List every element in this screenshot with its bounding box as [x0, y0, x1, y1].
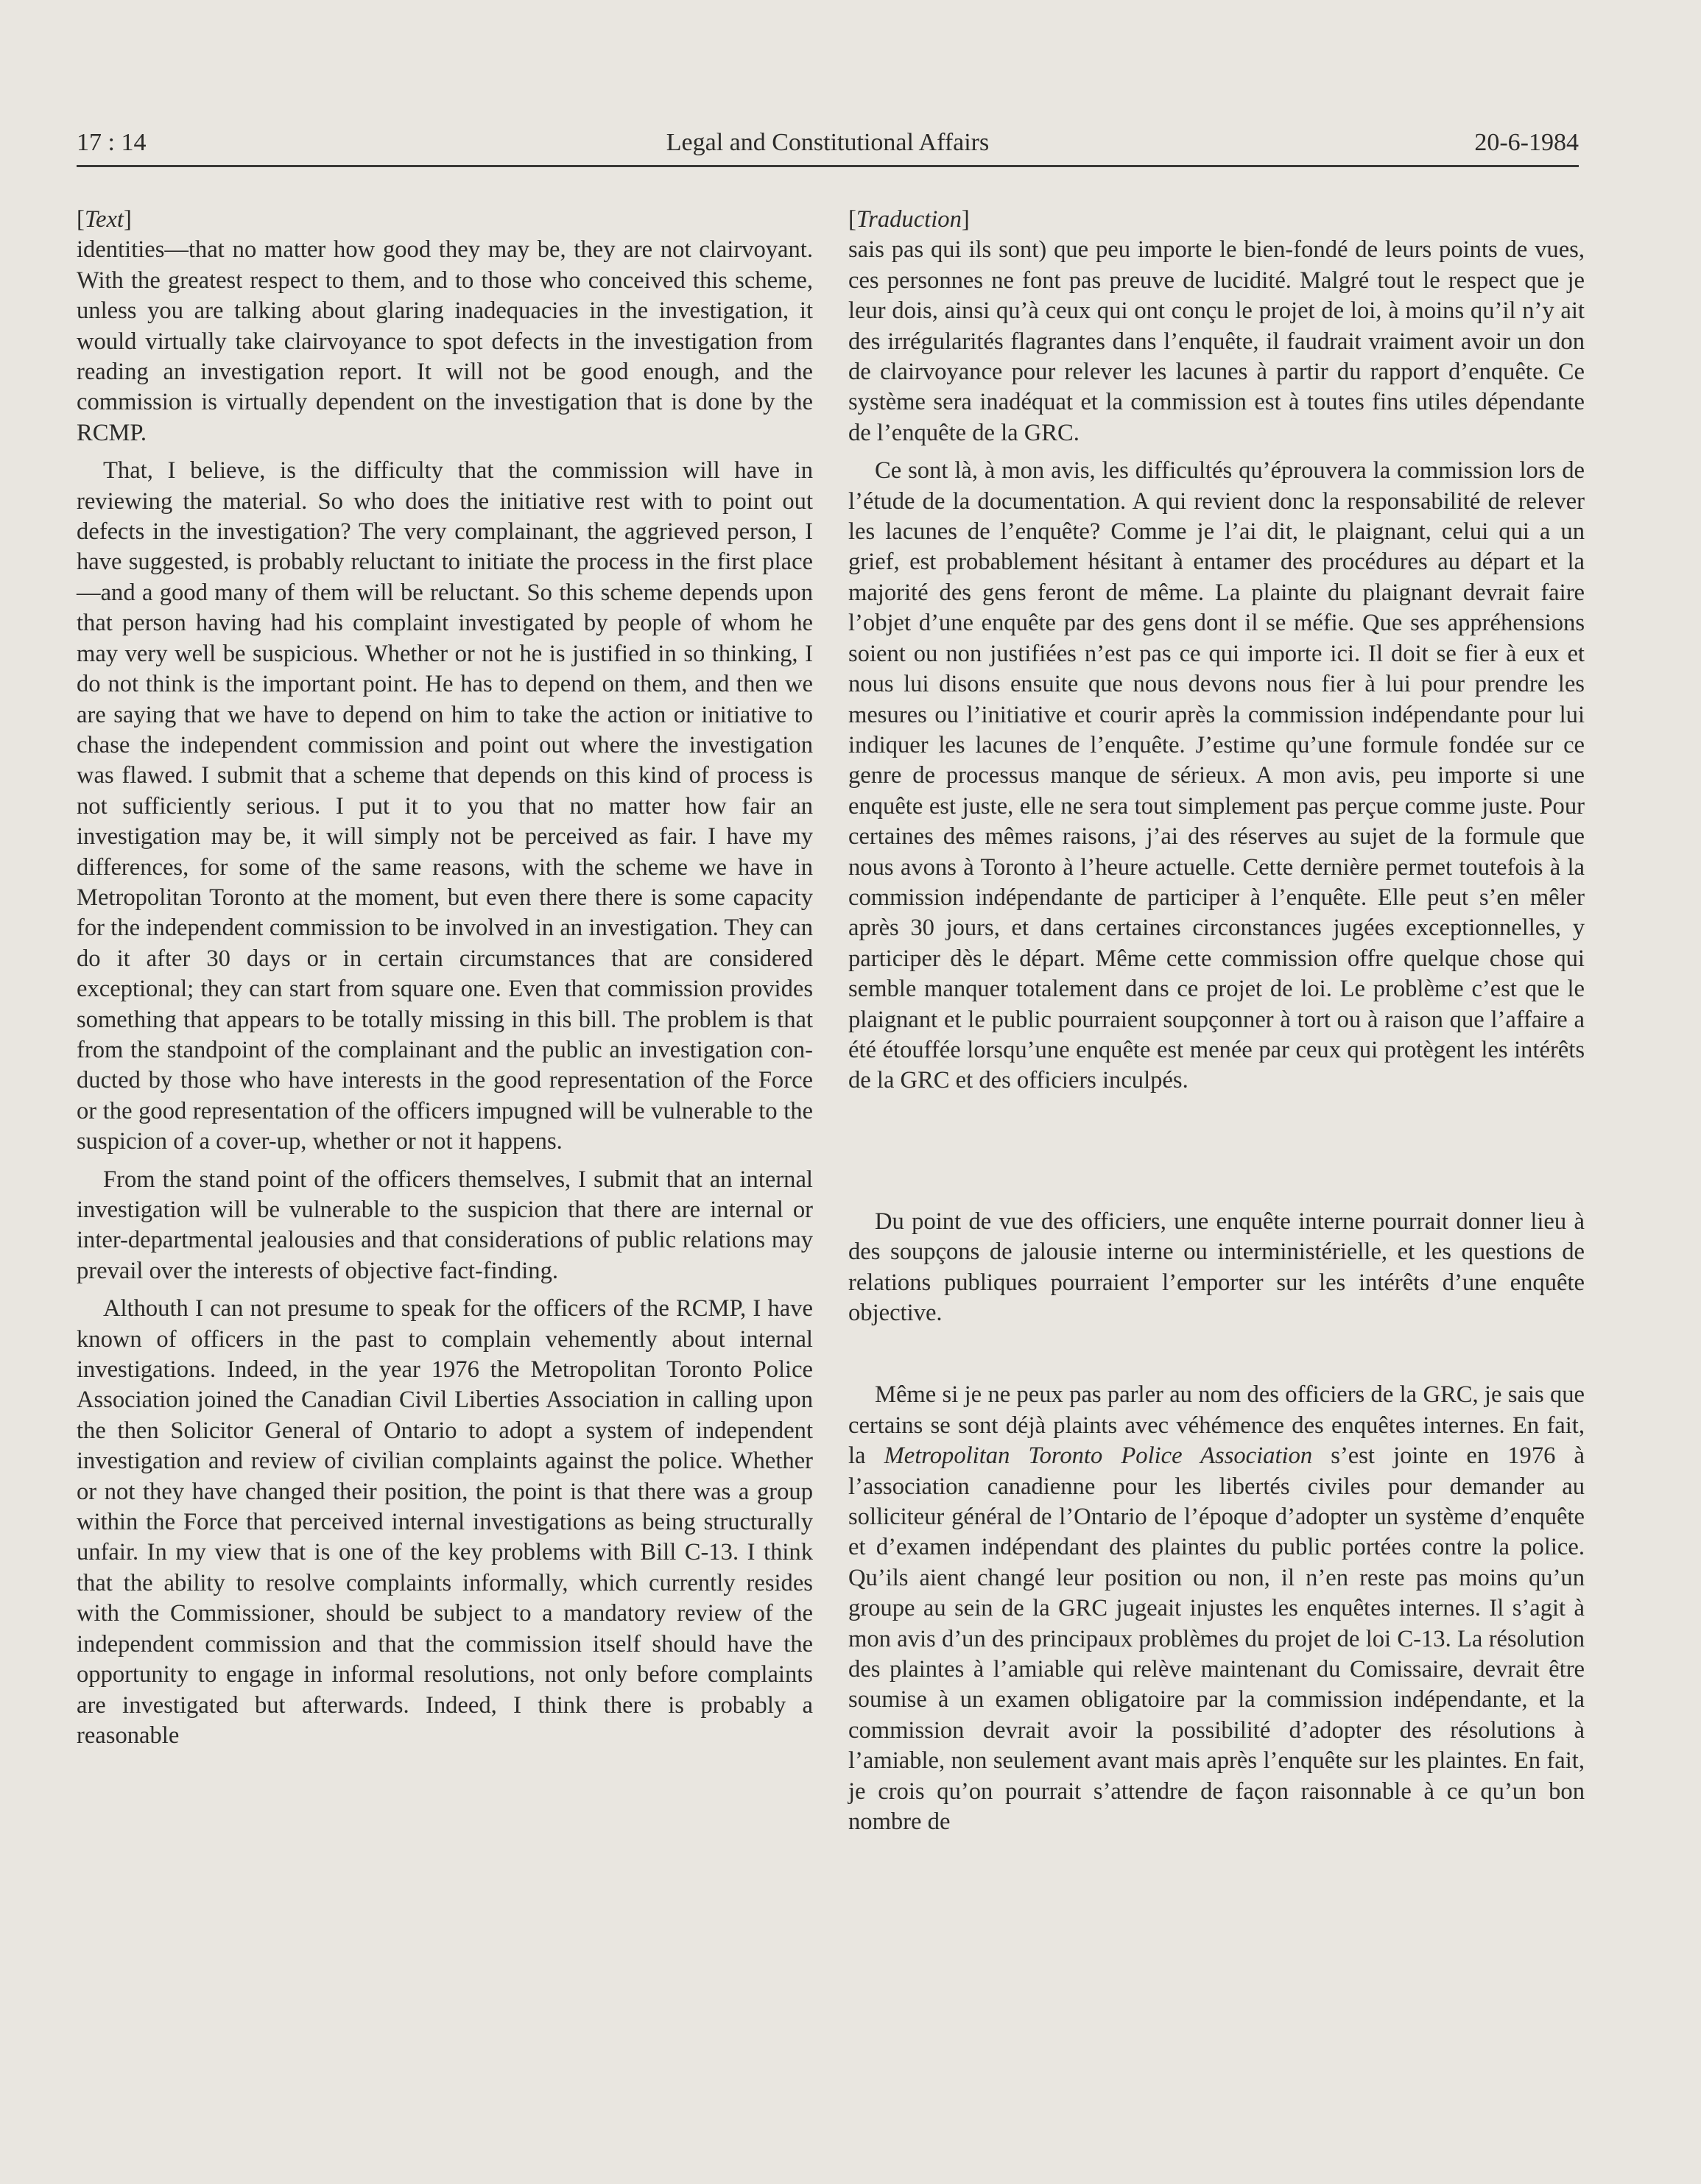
paragraph: That, I believe, is the difficulty that the commission will have in reviewing the material. So who does the initiative rest with to point out defects in the investigation? The very complainant, the aggrieved person, I have suggested, is probably reluctant to initiate the process in the first place—and a good many of them will be reluctant. So this scheme depends upon that person having had his complaint investigated by people of whom he may very well be suspicious. Whether or not he is justified in so thinking, I do not think is the important point. He has to depend on them, and then we are saying that we have to depend on him to take the action or initiative to chase the independent commission and point out where the investigation was flawed. I submit that a scheme that depends on this kind of process is not sufficiently serious. I put it to you that no matter how fair an investigation may be, it will simply not be perceived as fair. I have my differences, for some of the same reasons, with the scheme we have in Metropolitan Toronto at the moment, but even there there is some capacity for the independent commission to be involved in an investigation. They can do it after 30 days or in certain circumstances that are considered exceptional; they can start from square one. Even that commission provides something that appears to be totally missing in this bill. The problem is that from the standpoint of the complainant and the public an investigation conducted by those who have interests in the good representation of the Force or the good representation of the officers impugned will be vulnerable to the suspicion of a cover-up, whether or not it happens.: [77, 457, 813, 1155]
paragraph: From the stand point of the officers themselves, I submit that an internal investigation will be vulnerable to the suspicion that there are internal or inter-departmental jealousies and that considerations of public relations may prevail over the interests of objective fact-finding.: [77, 1166, 813, 1284]
english-column: [77, 205, 813, 1751]
column-label-text: Traduction: [856, 206, 962, 233]
paragraph: Ce sont là, à mon avis, les difficultés qu’éprouvera la commission lors de l’étude de la documentation. A qui revient donc la responsabilité de relever les lacunes de l’enquête? Comme je l’ai dit, le plaignant, celui qui a un grief, est probablement hésitant à entamer des procédures au départ et la majorité des gens feront de même. La plainte du plaignant devrait faire l’objet d’une enquête par des gens dont il se méfie. Que ses appréhensions soient ou non justifiées n’est pas ce qui importe ici. Il doit se fier à eux et nous lui disons ensuite que nous devons nous fier à lui pour prendre les mesures ou l’initiative et courir après la commission indépendante pour lui indiquer les lacunes de l’enquête. J’estime qu’une formule fondée sur ce genre de processus manque de sérieux. A mon avis, peu importe si une enquête est juste, elle ne sera tout simplement pas perçue comme juste. Pour certaines des mêmes raisons, j’ai des réserves au sujet de la formule que nous avons à Toronto à l’heure actuelle. Cette dernière permet toutefois à la commission indépendante de participer à l’enquête. Elle peut s’en mêler après 30 jours, et dans certaines circonstances jugées exceptionnelles, y participer dès le départ. Même cette commission offre quelque chose qui semble manquer totalement dans ce projet de loi. Le problème c’est que le plaignant et le public pourraient soupçonner à tort ou à raison que l’affaire a été étouffée lorsqu’une enquête est menée par ceux qui protègent les intérêts de la GRC et des officiers inculpés.: [848, 457, 1585, 1094]
french-column: [848, 205, 1585, 1838]
page-header: [77, 125, 1579, 167]
page-number: 17 : 14: [77, 129, 147, 156]
column-label-text: Text: [84, 206, 124, 233]
paragraph-text: s’est jointe en 1976 à l’association canadienne pour les libertés civiles pour demander au solliciteur général de l’Ontario de l’époque d’adopter un système d’enquête et d’examen indépendant des plaintes du public portées contre la police. Qu’ils aient changé leur position ou non, il n’en reste pas moins qu’un groupe au sein de la GRC jugeait injustes les enquêtes internes. Il s’agit à mon avis d’un des principaux problèmes du projet de loi C-13. La résolution des plaintes à l’amiable qui relève maintenant du Comissaire, devrait être soumise à un examen obligatoire par la commission indépendante, et la commission devrait avoir la possibilité d’adopter des résolutions à l’amiable, non seulement avant mais après l’enquête sur les plaintes. En fait, je crois qu’on pourrait s’attendre de façon raisonnable à ce qu’un bon nombre de: [848, 1443, 1585, 1836]
column-label: [Text]: [77, 206, 132, 233]
column-label: [Traduction]: [848, 206, 970, 233]
paragraph: [848, 1380, 1585, 1837]
association-name: Metropolitan Toronto Police Association: [884, 1443, 1313, 1470]
paragraph: Du point de vue des officiers, une enquête interne pourrait donner lieu à des soupçons de jalousie interne ou interministérielle, et les questions de relations publiques pourraient l’emporter sur les intérêts d’une enquête objective.: [848, 1208, 1585, 1326]
page-title: Legal and Constitutional Affairs: [666, 129, 990, 156]
page-date: 20-6-1984: [1474, 129, 1579, 156]
paragraph-text: Même si je ne peux pas parler au nom des officiers de la GRC, je sais que certains se sont déjà plaints avec véhémence des enquêtes internes. En fait, la: [848, 1381, 1585, 1470]
paragraph: identities—that no matter how good they may be, they are not clairvoyant. With the greatest respect to them, and to those who conceived this scheme, unless you are talking about glaring inadequacies in the investigation, it would virtually take clairvoyance to spot defects in the investigation from reading an investigation report. It will not be good enough, and the commission is virtually dependent on the investigation that is done by the RCMP.: [77, 236, 813, 446]
paragraph: sais pas qui ils sont) que peu importe le bien-fondé de leurs points de vues, ces personnes ne font pas preuve de lucidité. Malgré tout le respect que je leur dois, ainsi qu’à ceux qui ont conçu le projet de loi, à moins qu’il n’y ait des irrégularités flagrantes dans l’enquête, il faudrait vraiment avoir un don de clairvoyance pour relever les lacunes à partir du rapport d’enquête. Ce système sera inadéquat et la commission est à toutes fins utiles dépendante de l’enquête de la GRC.: [848, 236, 1585, 446]
paragraph: Althouth I can not presume to speak for the officers of the RCMP, I have known of officers in the past to complain vehemently about internal investigations. Indeed, in the year 1976 the Metropolitan Toronto Police Association joined the Canadian Civil Liberties Association in calling upon the then Solicitor General of Ontario to adopt a system of independent investigation and review of civilian complaints against the police. Whether or not they have changed their position, the point is that there was a group within the Force that perceived internal investigations as being structurally unfair. In my view that is one of the key problems with Bill C-13. I think that the ability to resolve complaints informally, which currently resides with the Commissioner, should be subject to a mandatory review of the independent commission and that the commission itself should have the opportunity to engage in informal resolutions, not only before complaints are investigated but afterwards. Indeed, I think there is probably a reasonable: [77, 1295, 813, 1749]
